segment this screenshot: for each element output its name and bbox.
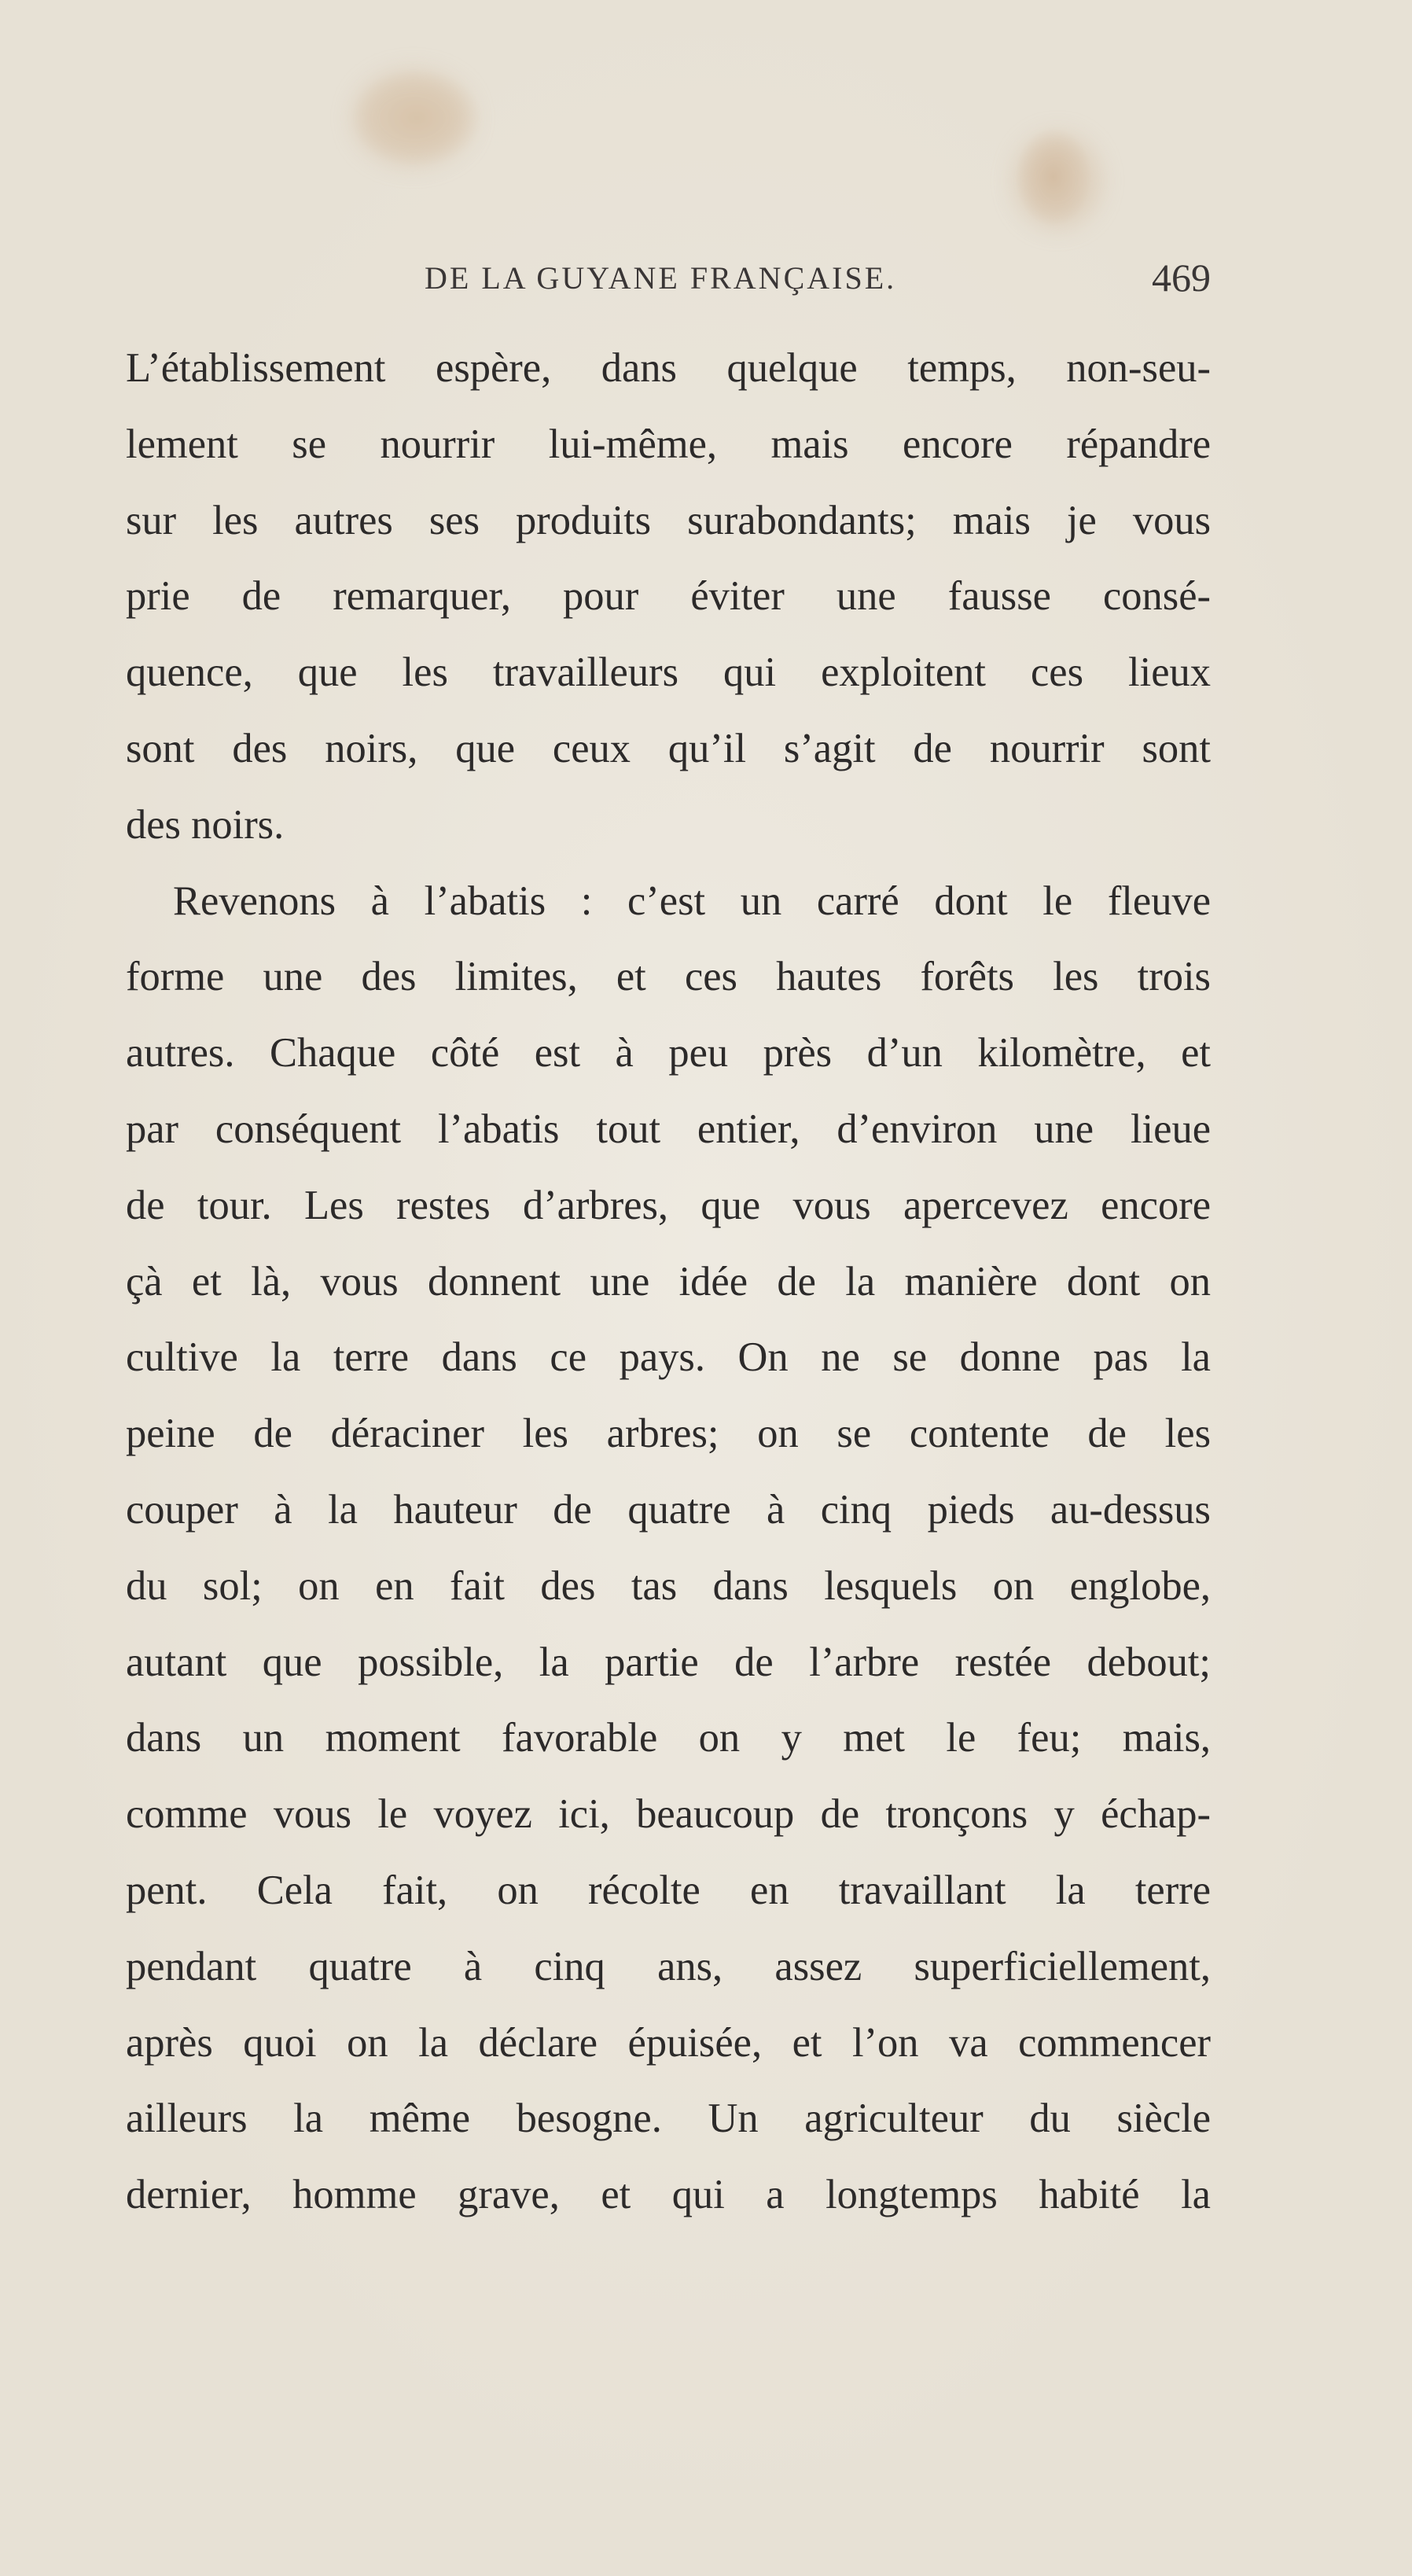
- text-line: peine de déraciner les arbres; on se contente de les: [126, 1411, 1211, 1457]
- text-line: après quoi on la déclare épuisée, et l’on va commencer: [126, 2019, 1211, 2066]
- text-line: sur les autres ses produits surabondants; mais je vous: [126, 497, 1211, 543]
- text-line: autres. Chaque côté est à peu près d’un kilomètre, et: [126, 1030, 1211, 1076]
- text-line: pent. Cela fait, on récolte en travaillant la terre: [126, 1867, 1211, 1913]
- body-text: [126, 330, 1211, 2233]
- text-line: du sol; on en fait des tas dans lesquels on englobe,: [126, 1562, 1211, 1609]
- text-line: cultive la terre dans ce pays. On ne se donne pas la: [126, 1334, 1211, 1381]
- text-line: autant que possible, la partie de l’arbre restée debout;: [126, 1639, 1211, 1685]
- text-line: de tour. Les restes d’arbres, que vous apercevez encore: [126, 1182, 1211, 1228]
- running-title: DE LA GUYANE FRANÇAISE.: [425, 260, 897, 296]
- foxing-stain: [1014, 134, 1101, 228]
- text-line: comme vous le voyez ici, beaucoup de tronçons y échap-: [126, 1791, 1211, 1838]
- page-header: [126, 256, 1211, 307]
- page-number: 469: [1152, 256, 1211, 300]
- text-line: dans un moment favorable on y met le feu; mais,: [126, 1715, 1211, 1761]
- text-line: dernier, homme grave, et qui a longtemps habité la: [126, 2172, 1211, 2218]
- text-line: ailleurs la même besogne. Un agriculteur du siècle: [126, 2096, 1211, 2142]
- text-line: pendant quatre à cinq ans, assez superficiellement,: [126, 1943, 1211, 1989]
- text-line: forme une des limites, et ces hautes forêts les trois: [126, 954, 1211, 1000]
- text-line: L’établissement espère, dans quelque temps, non-seu-: [126, 345, 1211, 391]
- text-line: sont des noirs, que ceux qu’il s’agit de nourrir sont: [126, 725, 1211, 771]
- text-line: Revenons à l’abatis : c’est un carré dont le fleuve: [173, 878, 1211, 924]
- text-line: par conséquent l’abatis tout entier, d’environ une lieue: [126, 1106, 1211, 1152]
- text-line: lement se nourrir lui-même, mais encore répandre: [126, 421, 1211, 467]
- text-line: çà et là, vous donnent une idée de la manière dont on: [126, 1258, 1211, 1305]
- text-line: couper à la hauteur de quatre à cinq pieds au-dessus: [126, 1486, 1211, 1533]
- foxing-stain: [354, 71, 472, 165]
- text-line: prie de remarquer, pour éviter une fausse consé-: [126, 573, 1211, 620]
- text-line: quence, que les travailleurs qui exploitent ces lieux: [126, 650, 1211, 696]
- text-line: des noirs.: [126, 801, 285, 848]
